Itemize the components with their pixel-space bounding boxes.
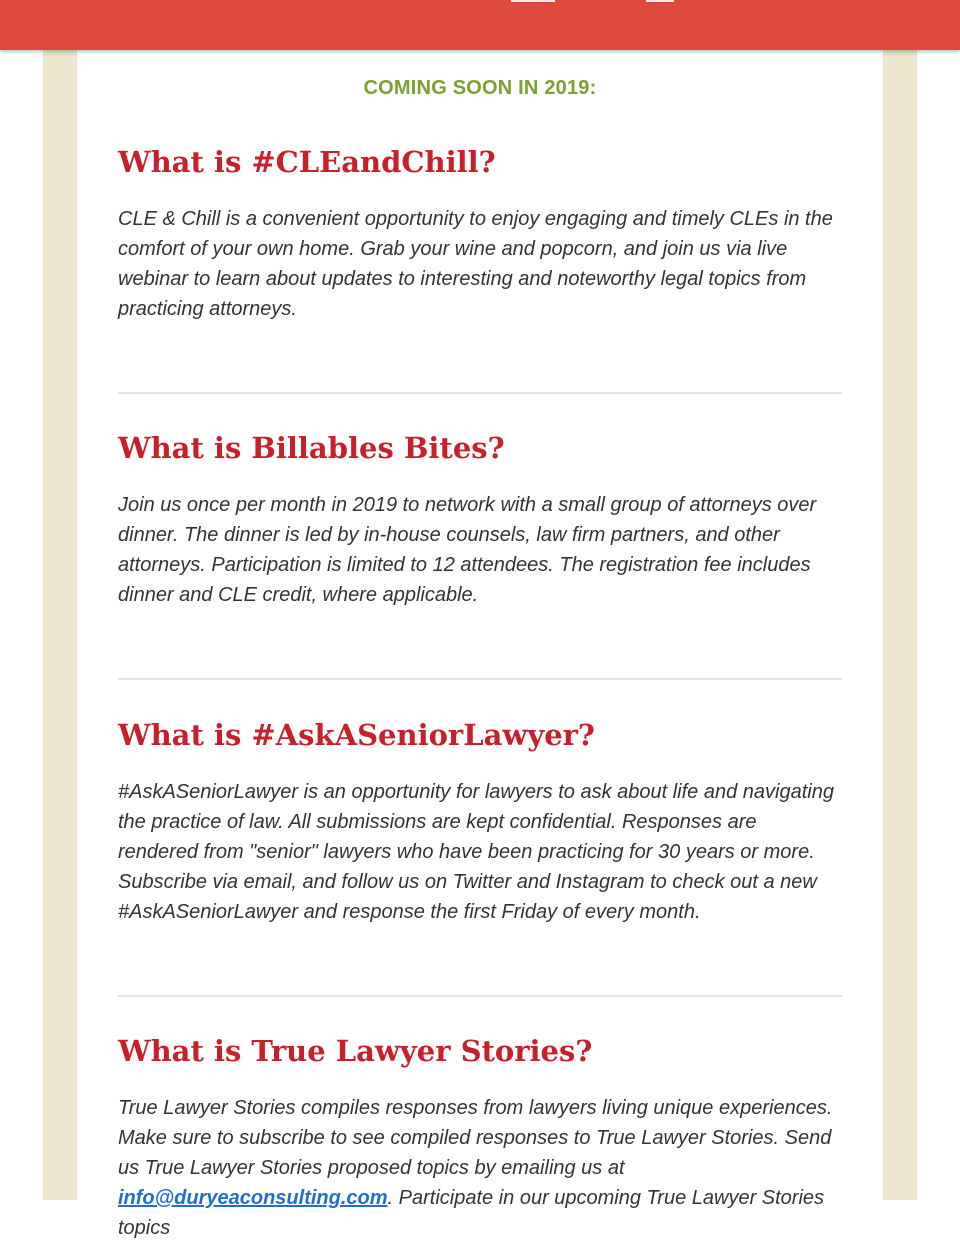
section-body-text: . Participate in our upcoming True Lawyer Stories topics <box>118 1187 825 1239</box>
coming-soon-banner: COMING SOON IN 2019: <box>363 77 597 99</box>
section-cle-and-chill <box>118 144 842 324</box>
section-title: What is Billables Bites? <box>118 431 505 465</box>
section-title: What is #CLEandChill? <box>118 145 496 179</box>
section-body <box>118 1093 842 1243</box>
section-body: CLE & Chill is a convenient opportunity to enjoy engaging and timely CLEs in the comfort of your own home. Grab your wine and popcorn, and join us via live webinar to learn about updates to interesting and noteworthy legal topics from practicing attorneys. <box>118 208 833 320</box>
top-navigation-bar <box>0 0 960 50</box>
section-true-lawyer-stories <box>118 1033 842 1243</box>
right-side-panel <box>883 50 917 1200</box>
email-link[interactable]: info@duryeaconsulting.com <box>118 1187 388 1209</box>
section-body: #AskASeniorLawyer is an opportunity for lawyers to ask about life and navigating the practice of law. All submissions are kept confidential. Responses are rendered from "senior" lawyers who have been practicing for 30 years or more. Subscribe via email, and follow us on Twitter and Instagram to check out a new #AskASeniorLawyer and response the first Friday of every month. <box>118 781 834 923</box>
section-divider <box>118 678 842 680</box>
section-divider <box>118 995 842 997</box>
nav-tab-indicator[interactable] <box>646 0 674 2</box>
section-billables-bites <box>118 430 842 610</box>
section-divider <box>118 392 842 394</box>
left-side-panel <box>43 50 77 1200</box>
content-card <box>77 50 883 1239</box>
section-body: Join us once per month in 2019 to network with a small group of attorneys over dinner. The dinner is led by in-house counsels, law firm partners, and other attorneys. Participation is limited to 12 attendees. The registration fee includes dinner and CLE credit, where applicable. <box>118 494 817 606</box>
nav-tab-indicator[interactable] <box>511 0 555 2</box>
section-title: What is #AskASeniorLawyer? <box>118 718 595 752</box>
section-title: What is True Lawyer Stories? <box>118 1034 593 1068</box>
section-body-text: True Lawyer Stories compiles responses from lawyers living unique experiences. Make sure to subscribe to see compiled responses to True Lawyer Stories. Send us True Lawyer Stories proposed topics by emailing us at <box>118 1097 833 1179</box>
section-ask-a-senior-lawyer <box>118 717 842 927</box>
